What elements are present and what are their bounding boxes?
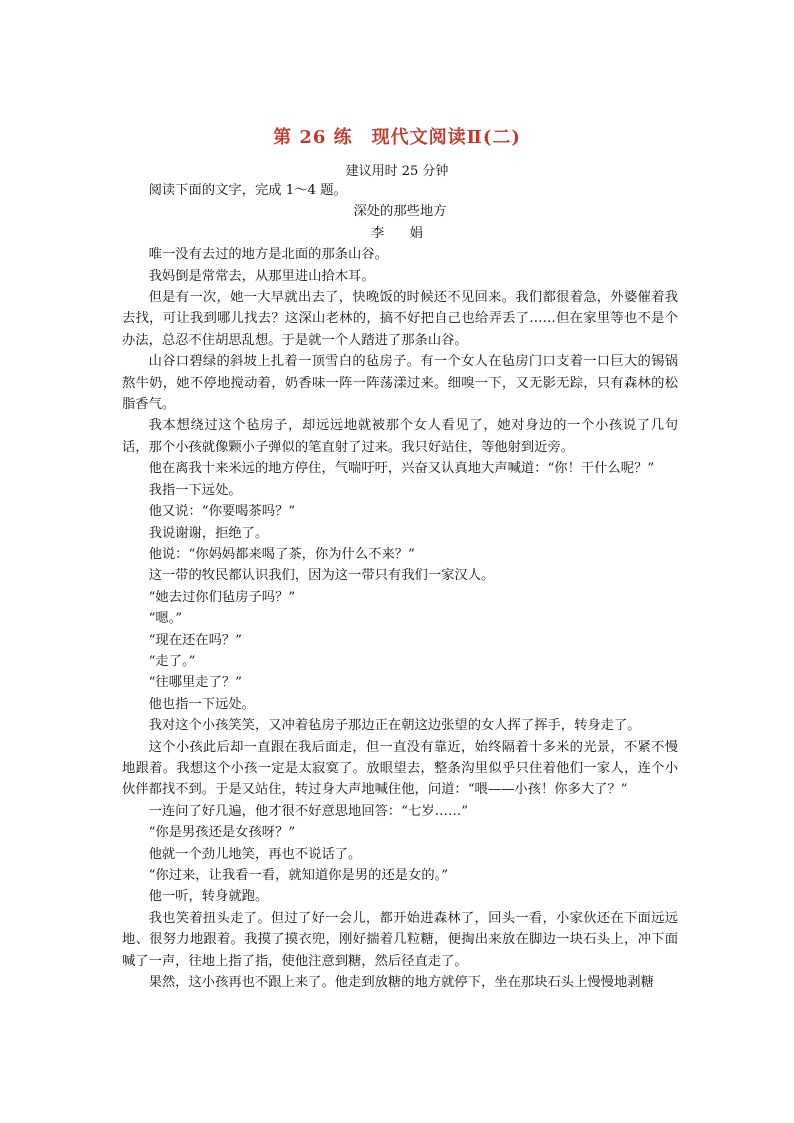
reading-instruction: 阅读下面的文字，完成 1～4 题。 bbox=[148, 183, 347, 198]
paragraph: 我指一下远处。 bbox=[148, 482, 242, 498]
paragraph: 我对这个小孩笑笑，又冲着毡房子那边正在朝这边张望的女人挥了挥手，转身走了。 bbox=[148, 718, 641, 734]
paragraph: “你是男孩还是女孩呀？” bbox=[148, 825, 296, 841]
paragraph: 他又说：“你要喝茶吗？” bbox=[148, 504, 296, 520]
passage-title: 深处的那些地方 bbox=[353, 204, 447, 220]
paragraph: 果然，这小孩再也不跟上来了。他走到放糖的地方就停下，坐在那块石头上慢慢地剥糖 bbox=[148, 975, 654, 991]
paragraph-list bbox=[122, 244, 678, 993]
paragraph: 他就一个劲儿地笑，再也不说话了。 bbox=[148, 846, 362, 862]
paragraph: 我本想绕过这个毡房子，却远远地就被那个女人看见了，她对身边的一个小孩说了几句话，那个小孩就像颗小子弹似的笔直射了过来。我只好站住，等他射到近旁。 bbox=[122, 418, 678, 455]
passage-body bbox=[122, 180, 678, 993]
paragraph: 我也笑着扭头走了。但过了好一会儿，都开始进森林了，回头一看，小家伙还在下面远远地、很努力地跟着。我摸了摸衣兜，刚好揣着几粒糖，便掏出来放在脚边一块石头上，冲下面喊了一声，往地上指了指，使他注意到糖，然后径直走了。 bbox=[122, 910, 678, 969]
paragraph: 这个小孩此后却一直跟在我后面走，但一直没有靠近，始终隔着十多米的光景，不紧不慢地跟着。我想这个小孩一定是太寂寞了。放眼望去，整条沟里似乎只住着他们一家人，连个小伙伴都找不到。于是又站住，转过身大声地喊住他，问道：“喂——小孩！你多大了？” bbox=[122, 739, 678, 798]
exercise-title: 第 26 练 现代文阅读Ⅱ(二) bbox=[273, 127, 521, 148]
paragraph: 但是有一次，她一大早就出去了，快晚饭的时候还不见回来。我们都很着急，外婆催着我去找，可让我到哪儿找去？这深山老林的，搞不好把自己也给弄丢了……但在家里等也不是个办法，总忍不住胡思乱想。于是就一个人踏进了那条山谷。 bbox=[122, 290, 678, 348]
paragraph: “现在还在吗？” bbox=[148, 632, 242, 648]
paragraph: “你过来，让我看一看，就知道你是男的还是女的。” bbox=[148, 868, 449, 883]
paragraph: 他在离我十来米远的地方停住，气喘吁吁，兴奋又认真地大声喊道：“你！干什么呢？” bbox=[148, 461, 655, 477]
paragraph: 我妈倒是常常去，从那里进山拾木耳。 bbox=[148, 268, 375, 284]
time-hint: 建议用时 25 分钟 bbox=[345, 164, 449, 179]
paragraph: “走了。” bbox=[148, 653, 196, 669]
paragraph: 他也指一下远处。 bbox=[148, 696, 255, 712]
paragraph: “嗯。” bbox=[148, 611, 183, 627]
paragraph: 山谷口碧绿的斜坡上扎着一顶雪白的毡房子。有一个女人在毡房门口支着一口巨大的锡锅熬牛奶，她不停地搅动着，奶香味一阵一阵荡漾过来。细嗅一下，又无影无踪，只有森林的松脂香气。 bbox=[122, 354, 678, 413]
paragraph: “往哪里走了？” bbox=[148, 675, 242, 691]
paragraph: 我说谢谢，拒绝了。 bbox=[148, 525, 269, 541]
paragraph: “她去过你们毡房子吗？” bbox=[148, 589, 296, 605]
paragraph: 他说：“你妈妈都来喝了茶，你为什么不来？” bbox=[148, 546, 415, 562]
paragraph: 唯一没有去过的地方是北面的那条山谷。 bbox=[148, 247, 388, 263]
passage-author: 李 娟 bbox=[371, 225, 429, 241]
paragraph: 一连问了好几遍，他才很不好意思地回答：“七岁……” bbox=[148, 803, 469, 819]
paragraph: 这一带的牧民都认识我们，因为这一带只有我们一家汉人。 bbox=[148, 568, 495, 584]
paragraph: 他一听，转身就跑。 bbox=[148, 889, 269, 905]
